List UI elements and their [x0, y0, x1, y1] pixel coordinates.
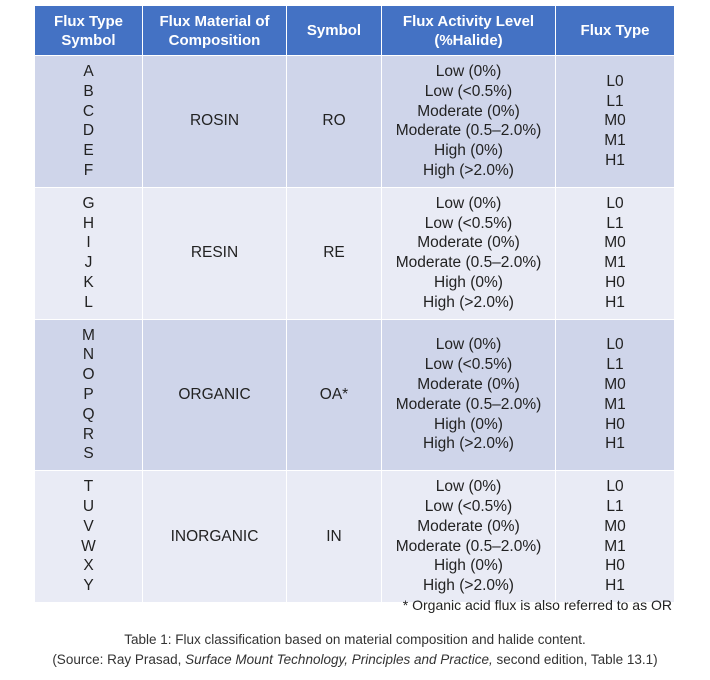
flux-type-cell-item: H1: [605, 152, 625, 170]
activity-level-cell-item: Moderate (0.5–2.0%): [395, 254, 542, 272]
caption-source-prefix: (Source: Ray Prasad,: [52, 652, 186, 667]
flux-type-symbol-cell-item: O: [82, 366, 95, 384]
flux-type-cell-item: M0: [604, 376, 626, 394]
flux-type-symbol-cell-item: W: [81, 537, 96, 555]
flux-type-cell: [556, 56, 675, 188]
activity-level-cell-item: Low (0%): [435, 478, 502, 496]
flux-type-cell-item: L1: [606, 356, 624, 374]
flux-type-symbol-cell-item: H: [82, 214, 95, 232]
flux-type-cell-item: H1: [605, 293, 625, 311]
flux-type-cell-item: L1: [606, 497, 624, 515]
flux-type-cell-item: L0: [606, 72, 624, 90]
flux-type-cell: [556, 319, 675, 471]
activity-level-cell-item: Low (<0.5%): [424, 82, 513, 100]
activity-level-cell: [382, 471, 556, 603]
flux-type-symbol-cell-item: Y: [83, 577, 94, 595]
flux-type-cell: [556, 187, 675, 319]
flux-type-symbol-cell-item: I: [86, 234, 91, 252]
flux-type-cell-item: M1: [604, 537, 626, 555]
flux-type-cell: [556, 471, 675, 603]
symbol-cell: RE: [287, 187, 382, 319]
flux-type-cell-item: L0: [606, 194, 624, 212]
flux-type-cell-item: H0: [605, 557, 625, 575]
caption-source: [0, 652, 710, 667]
footnote: * Organic acid flux is also referred to as OR: [402, 597, 672, 613]
flux-type-cell-item: M1: [604, 395, 626, 413]
table-row: [35, 56, 675, 188]
flux-type-cell-item: H1: [605, 435, 625, 453]
activity-level-cell-item: High (>2.0%): [423, 435, 514, 453]
flux-type-cell-item: M0: [604, 112, 626, 130]
flux-type-symbol-cell-item: L: [84, 293, 93, 311]
activity-level-cell-item: High (>2.0%): [423, 577, 514, 595]
activity-level-cell-item: High (0%): [434, 142, 503, 160]
flux-material-cell: ROSIN: [143, 56, 287, 188]
activity-level-cell-item: Low (<0.5%): [424, 214, 513, 232]
flux-type-symbol-cell-item: J: [84, 254, 93, 272]
flux-type-symbol-cell-item: E: [83, 142, 94, 160]
flux-material-cell: INORGANIC: [143, 471, 287, 603]
flux-type-symbol-cell-item: B: [83, 82, 94, 100]
activity-level-cell-item: Moderate (0.5–2.0%): [395, 122, 542, 140]
flux-type-symbol-cell-item: R: [82, 425, 95, 443]
symbol-cell: RO: [287, 56, 382, 188]
flux-type-cell-item: M0: [604, 234, 626, 252]
activity-level-cell-item: Moderate (0.5–2.0%): [395, 537, 542, 555]
flux-type-symbol-cell: [35, 471, 143, 603]
activity-level-cell-item: High (0%): [434, 415, 503, 433]
flux-type-symbol-cell-item: U: [82, 497, 95, 515]
flux-type-symbol-cell: [35, 187, 143, 319]
symbol-cell: OA*: [287, 319, 382, 471]
header-flux-type-symbol: Flux Type Symbol: [35, 6, 143, 56]
activity-level-cell-item: High (>2.0%): [423, 161, 514, 179]
activity-level-cell: [382, 56, 556, 188]
flux-type-symbol-cell-item: F: [83, 161, 94, 179]
activity-level-cell-item: Low (<0.5%): [424, 497, 513, 515]
activity-level-cell-item: Low (0%): [435, 194, 502, 212]
activity-level-cell-item: Low (0%): [435, 63, 502, 80]
table-row: [35, 187, 675, 319]
flux-classification-table: [34, 5, 675, 603]
activity-level-cell: [382, 187, 556, 319]
flux-type-cell-item: H1: [605, 577, 625, 595]
flux-type-symbol-cell-item: M: [82, 326, 95, 344]
activity-level-cell-item: Moderate (0%): [417, 234, 520, 252]
caption-title: Table 1: Flux classification based on material composition and halide content.: [124, 632, 586, 647]
activity-level-cell-item: High (0%): [434, 557, 503, 575]
symbol-cell: IN: [287, 471, 382, 603]
flux-type-symbol-cell-item: G: [82, 194, 95, 212]
caption-source-suffix: second edition, Table 13.1): [492, 652, 658, 667]
activity-level-cell-item: Moderate (0%): [417, 102, 520, 120]
flux-type-symbol-cell-item: A: [83, 63, 94, 80]
flux-type-cell-item: M1: [604, 132, 626, 150]
activity-level-cell-item: High (>2.0%): [423, 293, 514, 311]
table-row: [35, 471, 675, 603]
table-row: [35, 319, 675, 471]
activity-level-cell-item: Moderate (0%): [417, 376, 520, 394]
flux-type-symbol-cell-item: P: [83, 385, 94, 403]
flux-type-symbol-cell-item: X: [83, 557, 94, 575]
caption-book-title: Surface Mount Technology, Principles and Practice,: [185, 652, 493, 667]
flux-type-symbol-cell-item: K: [83, 273, 94, 291]
activity-level-cell-item: Low (0%): [435, 336, 502, 354]
activity-level-cell-item: Low (<0.5%): [424, 356, 513, 374]
header-activity-level: Flux Activity Level (%Halide): [382, 6, 556, 56]
activity-level-cell: [382, 319, 556, 471]
flux-type-symbol-cell: [35, 319, 143, 471]
flux-type-symbol-cell-item: Q: [82, 405, 95, 423]
flux-type-cell-item: L1: [606, 214, 624, 232]
flux-type-cell-item: L0: [606, 478, 624, 496]
flux-type-cell-item: L0: [606, 336, 624, 354]
flux-type-cell-item: L1: [606, 92, 624, 110]
activity-level-cell-item: Moderate (0.5–2.0%): [395, 395, 542, 413]
flux-type-cell-item: M0: [604, 517, 626, 535]
activity-level-cell-item: Moderate (0%): [417, 517, 520, 535]
header-flux-type: Flux Type: [556, 6, 675, 56]
flux-type-symbol-cell-item: S: [83, 445, 94, 463]
flux-type-symbol-cell-item: T: [83, 478, 94, 496]
header-flux-material: Flux Material of Composition: [143, 6, 287, 56]
flux-type-symbol-cell: [35, 56, 143, 188]
flux-type-symbol-cell-item: C: [82, 102, 95, 120]
flux-type-cell-item: H0: [605, 273, 625, 291]
flux-material-cell: RESIN: [143, 187, 287, 319]
flux-type-cell-item: H0: [605, 415, 625, 433]
flux-type-symbol-cell-item: D: [82, 122, 95, 140]
table-header-row: [35, 6, 675, 56]
flux-material-cell: ORGANIC: [143, 319, 287, 471]
activity-level-cell-item: High (0%): [434, 273, 503, 291]
header-symbol: Symbol: [287, 6, 382, 56]
flux-type-cell-item: M1: [604, 254, 626, 272]
flux-type-symbol-cell-item: N: [82, 346, 95, 364]
flux-type-symbol-cell-item: V: [83, 517, 94, 535]
